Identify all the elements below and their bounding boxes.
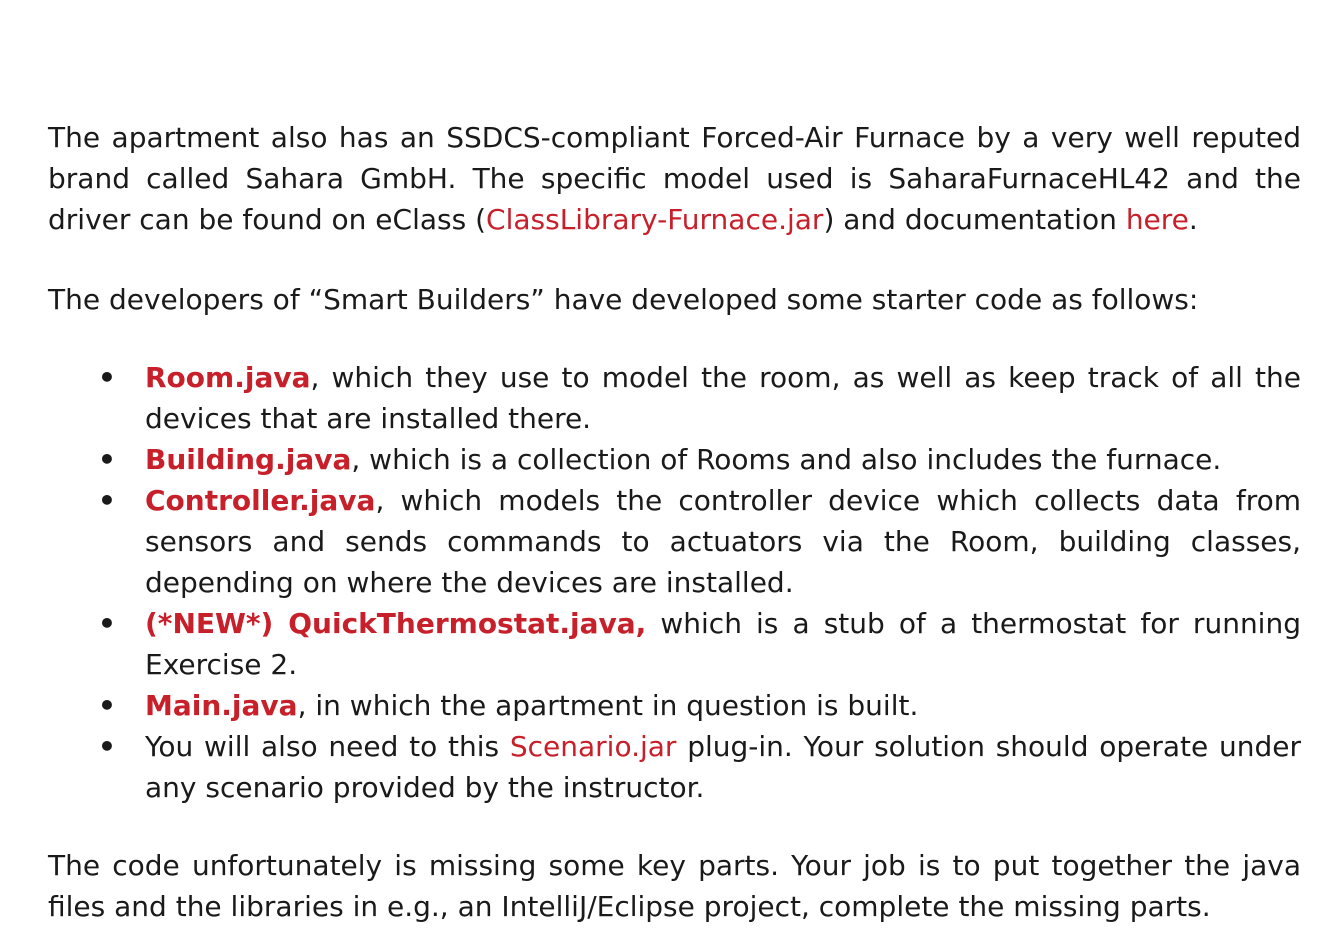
- bullet-icon: •: [98, 443, 116, 476]
- developers-paragraph: The developers of “Smart Builders” have developed some starter code as follows:: [48, 283, 1199, 316]
- scenario-text-1: You will also need to this: [145, 730, 510, 763]
- scenario-jar-link[interactable]: Scenario.jar: [509, 730, 677, 763]
- bullet-icon: •: [98, 607, 116, 640]
- bullet-icon: •: [98, 484, 116, 517]
- intro-text-2: ) and documentation: [823, 203, 1126, 236]
- intro-paragraph: [48, 117, 1301, 240]
- list-item-main: [48, 685, 1301, 726]
- furnace-jar-link[interactable]: ClassLibrary-Furnace.jar: [486, 203, 824, 236]
- document-page: [48, 117, 1301, 927]
- intro-text-1: The apartment also has an SSDCS-compliant Forced-Air Furnace by a very well reputed brand called Sahara GmbH. The specific model used is SaharaFurnaceHL42 and the driver can be found on eClass (: [48, 121, 1301, 236]
- closing-paragraph: The code unfortunately is missing some key parts. Your job is to put together the java files and the libraries in e.g., an IntelliJ/Eclipse project, complete the missing parts.: [48, 849, 1301, 923]
- file-name-controller: Controller.java: [145, 484, 376, 517]
- file-desc-room: , which they use to model the room, as well as keep track of all the devices that are installed there.: [145, 361, 1301, 435]
- bullet-icon: •: [98, 361, 116, 394]
- intro-text-3: .: [1188, 203, 1198, 236]
- list-item-room: [48, 357, 1301, 439]
- list-item-controller: [48, 480, 1301, 603]
- list-item-quickthermostat: [48, 603, 1301, 685]
- bullet-icon: •: [98, 730, 116, 763]
- starter-code-list: [48, 357, 1301, 808]
- file-desc-controller: , which models the controller device which collects data from sensors and sends commands to actuators via the Room, building classes, depending on where the devices are installed.: [145, 484, 1301, 599]
- file-name-building: Building.java: [145, 443, 352, 476]
- file-desc-building: , which is a collection of Rooms and also includes the furnace.: [351, 443, 1222, 476]
- file-name-quickthermostat: (*NEW*) QuickThermostat.java,: [145, 607, 647, 640]
- scenario-text-2: plug-in. Your solution should operate under any scenario provided by the instructor.: [145, 730, 1301, 804]
- file-name-main: Main.java: [145, 689, 298, 722]
- file-desc-main: , in which the apartment in question is built.: [297, 689, 919, 722]
- file-name-room: Room.java: [145, 361, 311, 394]
- file-desc-quickthermostat: which is a stub of a thermostat for running Exercise 2.: [145, 607, 1301, 681]
- list-item-building: [48, 439, 1301, 480]
- documentation-link[interactable]: here: [1125, 203, 1189, 236]
- bullet-icon: •: [98, 689, 116, 722]
- list-item-scenario: [48, 726, 1301, 808]
